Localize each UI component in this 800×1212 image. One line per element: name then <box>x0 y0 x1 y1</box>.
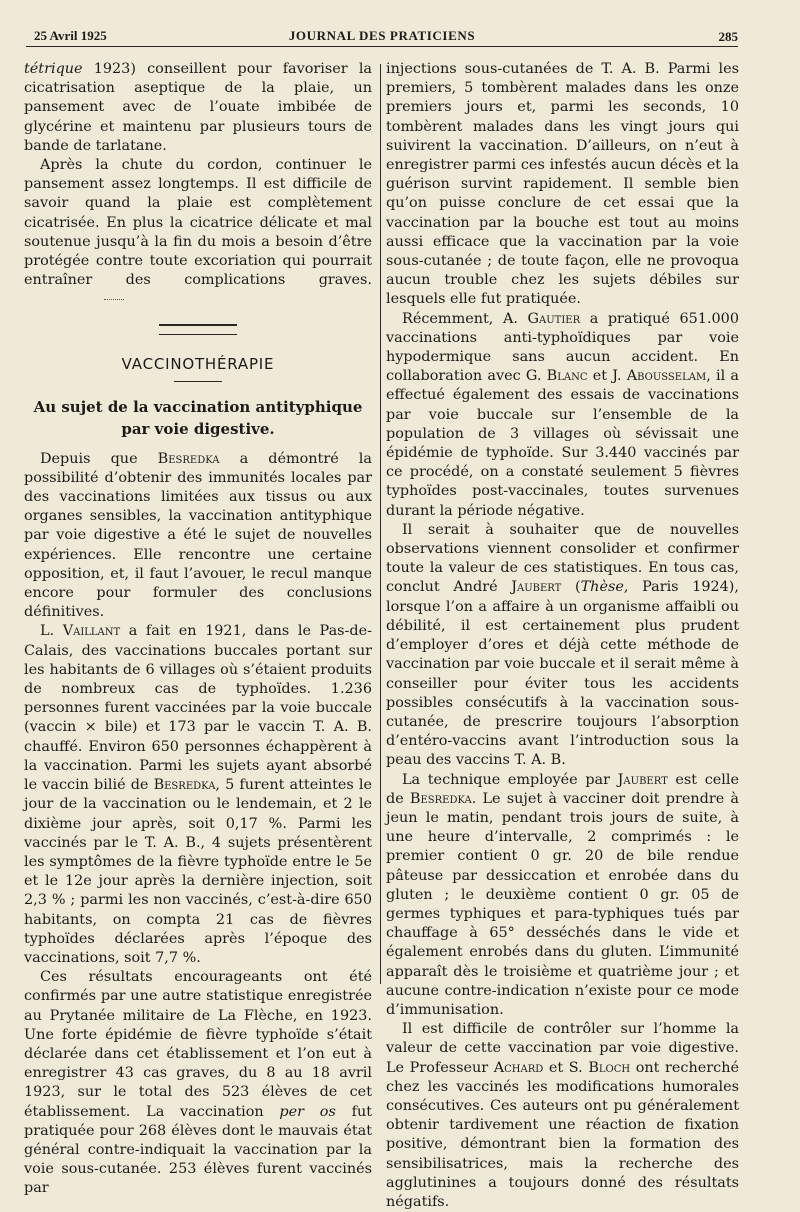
rubric-rule <box>174 381 222 382</box>
paragraph: La technique employée par Jaubert est celle de Besredka. Le sujet à vacciner doit prendre à jeun le matin, pendant trois jours de suite, à une heure d’intervalle, 2 comprimés : le premier contient 0 gr. 20 de bile rendue pâteuse par dessiccation et enrobée dans du gluten ; le deuxième contient 0 gr. 05 de germes typhiques et para-typhiques tués par chauffage à 65° desséchés dans le vide et également enrobés dans du gluten. L’immunité apparaît dès le troisième et quatrième jour ; et aucune contre-indication n’existe pour ce mode d’immunisation. <box>386 771 740 1018</box>
column-divider <box>380 64 381 984</box>
right-column <box>386 60 739 1212</box>
paragraph: tétrique 1923) conseillent pour favoriser la cicatrisation aseptique de la plaie, un pansement avec de l’ouate imbibée de glycérine et maintenu par plusieurs tours de bande de tarlatane. <box>24 61 372 154</box>
header-rule <box>26 46 738 47</box>
end-mark <box>104 299 124 300</box>
left-column <box>24 60 372 1199</box>
header-date: 25 Avril 1925 <box>34 28 107 43</box>
paragraph: Après la chute du cordon, continuer le pansement assez longtemps. Il est difficile de savoir quand la plaie est complètement cicatrisée. En plus la cicatrice délicate et mal soutenue jusqu’à la fin du mois a besoin d’être protégée contre toute excoriation qui pourrait entraîner des complications graves. <box>24 156 372 310</box>
paragraph: Ces résultats encourageants ont été confirmés par une autre statistique enregistrée au Prytanée militaire de La Flèche, en 1923. Une forte épidémie de fièvre typhoïde s’était déclarée dans cet établissement et l’on eut à enregistrer 43 cas graves, du 8 au 18 avril 1923, sur le total des 523 élèves de cet établissement. La vaccination per os fut pratiquée pour 268 élèves dont le mauvais état général contre-indiquait la vaccination par la voie sous-cutanée. 253 élèves furent vaccinés par <box>24 969 373 1197</box>
paragraph: injections sous-cutanées de T. A. B. Parmi les premiers, 5 tombèrent malades dans les onze premiers jours et, parmi les seconds, 10 tombèrent malades dans les vingt jours qui suivirent la vaccination. D’ailleurs, on n’eut à enregistrer parmi ces infestés aucun décès et la guérison survint rapidement. Il semble bien qu’on puisse conclure de cet essai que la vaccination par la bouche est tout au moins aussi efficace que la vaccination par la voie sous-cutanée ; de toute façon, elle ne provoqua aucun trouble chez les sujets débiles sur lesquels elle fut pratiquée. <box>386 61 739 308</box>
paragraph: Depuis que Besredka a démontré la possibilité d’obtenir des immunités locales par des vaccinations limitées aux tissus ou aux organes sensibles, la vaccination antityphique par voie digestive a été le sujet de nouvelles expériences. Elle rencontre une certaine opposition, et, il faut l’avouer, le recul manque encore pour formuler des conclusions définitives. <box>24 450 372 621</box>
paragraph: Récemment, A. Gautier a pratiqué 651.000 vaccinations anti-typhoïdiques par voie hypodermique sans aucun accident. En collaboration avec G. Blanc et J. Abousselam, il a effectué également des essais de vaccinations par voie buccale sur l’ensemble de la population de 3 villages où sévissait une épidémie de typhoïde. Sur 3.440 vaccinés par ce procédé, on a constaté seulement 5 fièvres typhoïdes post-vaccinales, toutes survenues durant la période négative. <box>386 310 739 519</box>
paragraph: Il est difficile de contrôler sur l’homme la valeur de cette vaccination par voie digestive. Le Professeur Achard et S. Bloch ont recherché chez les vaccinés les modifications humorales consécutives. Ces auteurs ont pu généralement obtenir tardivement une réaction de fixation positive, démontrant bien la formation des sensibilisatrices, mais la recherche des agglutinines a toujours donné des résultats négatifs. <box>386 1021 739 1210</box>
paragraph: L. Vaillant a fait en 1921, dans le Pas-de-Calais, des vaccinations buccales portant sur les habitants de 6 villages où s’étaient produits de nombreux cas de typhoïdes. 1.236 personnes furent vaccinées par la voie buccale (vaccin × bile) et 173 par le vaccin T. A. B. chauffé. Environ 650 personnes échappèrent à la vaccination. Parmi les sujets ayant absorbé le vaccin bilié de Besredka, 5 furent atteintes le jour de la vaccination ou le lendemain, et 2 le dixième jour après, soit 0,17 %. Parmi les vaccinés par le T. A. B., 4 sujets présentèrent les symptômes de la fièvre typhoïde entre le 5e et le 12e jour après la dernière injection, soit 2,3 % ; parmi les non vaccinés, c’est-à-dire 650 habitants, on compta 21 cas de fièvres typhoïdes déclarées après l’époque des vaccinations, soit 7,7 %. <box>24 623 372 966</box>
page-header <box>26 26 738 46</box>
section-separator <box>159 324 237 335</box>
section-rubric: VACCINOTHÉRAPIE <box>121 354 275 373</box>
article-title: Au sujet de la vaccination antityphique par voie digestive. <box>33 397 363 438</box>
header-journal-title: JOURNAL DES PRATICIENS <box>288 28 476 43</box>
header-page-number: 285 <box>718 29 738 44</box>
paragraph: Il serait à souhaiter que de nouvelles observations viennent consolider et confirmer toute la valeur de ces statistiques. En tous cas, conclut André Jaubert (Thèse, Paris 1924), lorsque l’on a affaire à un organisme affaibli ou débilité, il est certainement plus prudent d’employer d’ores et déjà cette méthode de vaccination par voie buccale et il serait même à conseiller pour éviter tous les accidents possibles consécutifs à la vaccination sous-cutanée, de prescrire toujours l’absorption d’entéro-vaccins avant l’introduction sous la peau des vaccins T. A. B. <box>386 521 739 769</box>
